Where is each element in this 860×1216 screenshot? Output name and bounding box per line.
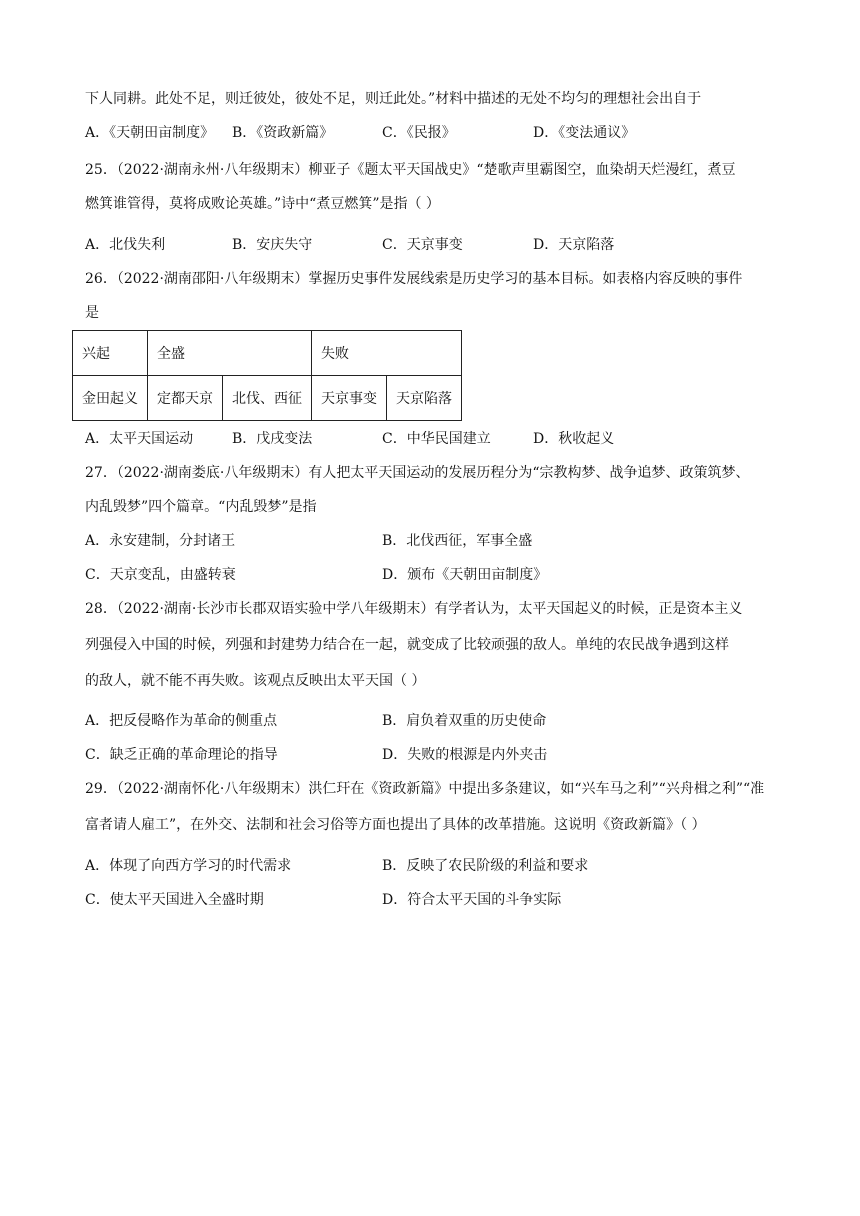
q25-stem-line1: 25．（2022·湖南永州·八年级期末）柳亚子《题太平天国战史》“楚歌声里霸图空，血染胡天烂漫红，煮豆 [85, 162, 736, 178]
table-cell: 天京事变 [312, 376, 387, 421]
q25-option-d: D．天京陷落 [533, 237, 615, 253]
q25-option-a: A．北伐失利 [85, 237, 166, 253]
q26-option-a: A．太平天国运动 [85, 431, 194, 447]
q28-option-c: C．缺乏正确的革命理论的指导 [85, 747, 278, 763]
q25-option-c: C．天京事变 [382, 237, 463, 253]
q27-option-d: D．颁布《天朝田亩制度》 [382, 567, 548, 583]
q24-option-a: A．《天朝田亩制度》 [85, 125, 215, 141]
header-rise: 兴起 [73, 331, 148, 376]
table-row [73, 331, 462, 376]
q26-stem-line1: 26．（2022·湖南邵阳·八年级期末）掌握历史事件发展线索是历史学习的基本目标。如表格内容反映的事件 [85, 271, 743, 287]
q27-option-b: B．北伐西征，军事全盛 [382, 533, 533, 549]
q26-stem-line2: 是 [85, 305, 99, 321]
q27-option-c: C．天京变乱，由盛转衰 [85, 567, 236, 583]
q29-stem-line1: 29．（2022·湖南怀化·八年级期末）洪仁玕在《资政新篇》中提出多条建议，如“兴车马之利”“兴舟楫之利”“准 [85, 781, 765, 797]
q27-option-a: A．永安建制，分封诸王 [85, 533, 236, 549]
q24-stem-tail: 下人同耕。此处不足，则迁彼处，彼处不足，则迁此处。”材料中描述的无处不均匀的理想社会出自于 [85, 91, 702, 107]
table-cell: 天京陷落 [387, 376, 462, 421]
q29-option-a: A．体现了向西方学习的时代需求 [85, 858, 292, 874]
q28-option-a: A．把反侵略作为革命的侧重点 [85, 713, 278, 729]
q28-option-d: D．失败的根源是内外夹击 [382, 747, 548, 763]
table-cell: 定都天京 [148, 376, 223, 421]
q29-option-d: D．符合太平天国的斗争实际 [382, 892, 562, 908]
q26-option-b: B．戊戌变法 [232, 431, 313, 447]
q29-stem-line2: 富者请人雇工”，在外交、法制和社会习俗等方面也提出了具体的改革措施。这说明《资政新篇》（ ） [85, 817, 706, 833]
header-peak: 全盛 [148, 331, 312, 376]
q27-stem-line2: 内乱毁梦”四个篇章。“内乱毁梦”是指 [85, 499, 317, 515]
q24-option-b: B．《资政新篇》 [232, 125, 334, 141]
q26-option-d: D．秋收起义 [533, 431, 615, 447]
q25-stem-line2: 燃箕谁管得，莫将成败论英雄。”诗中“煮豆燃箕”是指（ ） [85, 196, 440, 212]
q24-option-d: D．《变法通议》 [533, 125, 636, 141]
q29-option-c: C．使太平天国进入全盛时期 [85, 892, 264, 908]
q28-stem-line3: 的敌人，就不能不再失败。该观点反映出太平天国（ ） [85, 673, 426, 689]
q28-stem-line2: 列强侵入中国的时候，列强和封建势力结合在一起，就变成了比较顽强的敌人。单纯的农民战争遇到这样 [85, 637, 729, 653]
q28-stem-line1: 28．（2022·湖南·长沙市长郡双语实验中学八年级期末）有学者认为，太平天国起义的时候，正是资本主义 [85, 601, 743, 617]
table-cell: 金田起义 [73, 376, 148, 421]
q29-option-b: B．反映了农民阶级的利益和要求 [382, 858, 589, 874]
table-cell: 北伐、西征 [223, 376, 312, 421]
q28-option-b: B．肩负着双重的历史使命 [382, 713, 547, 729]
q25-option-b: B．安庆失守 [232, 237, 313, 253]
header-failure: 失败 [312, 331, 462, 376]
q26-option-c: C．中华民国建立 [382, 431, 491, 447]
table-row [73, 376, 462, 421]
events-table [72, 330, 462, 421]
q24-option-c: C．《民报》 [382, 125, 456, 141]
q27-stem-line1: 27．（2022·湖南娄底·八年级期末）有人把太平天国运动的发展历程分为“宗教构梦、战争追梦、政策筑梦、 [85, 465, 750, 481]
